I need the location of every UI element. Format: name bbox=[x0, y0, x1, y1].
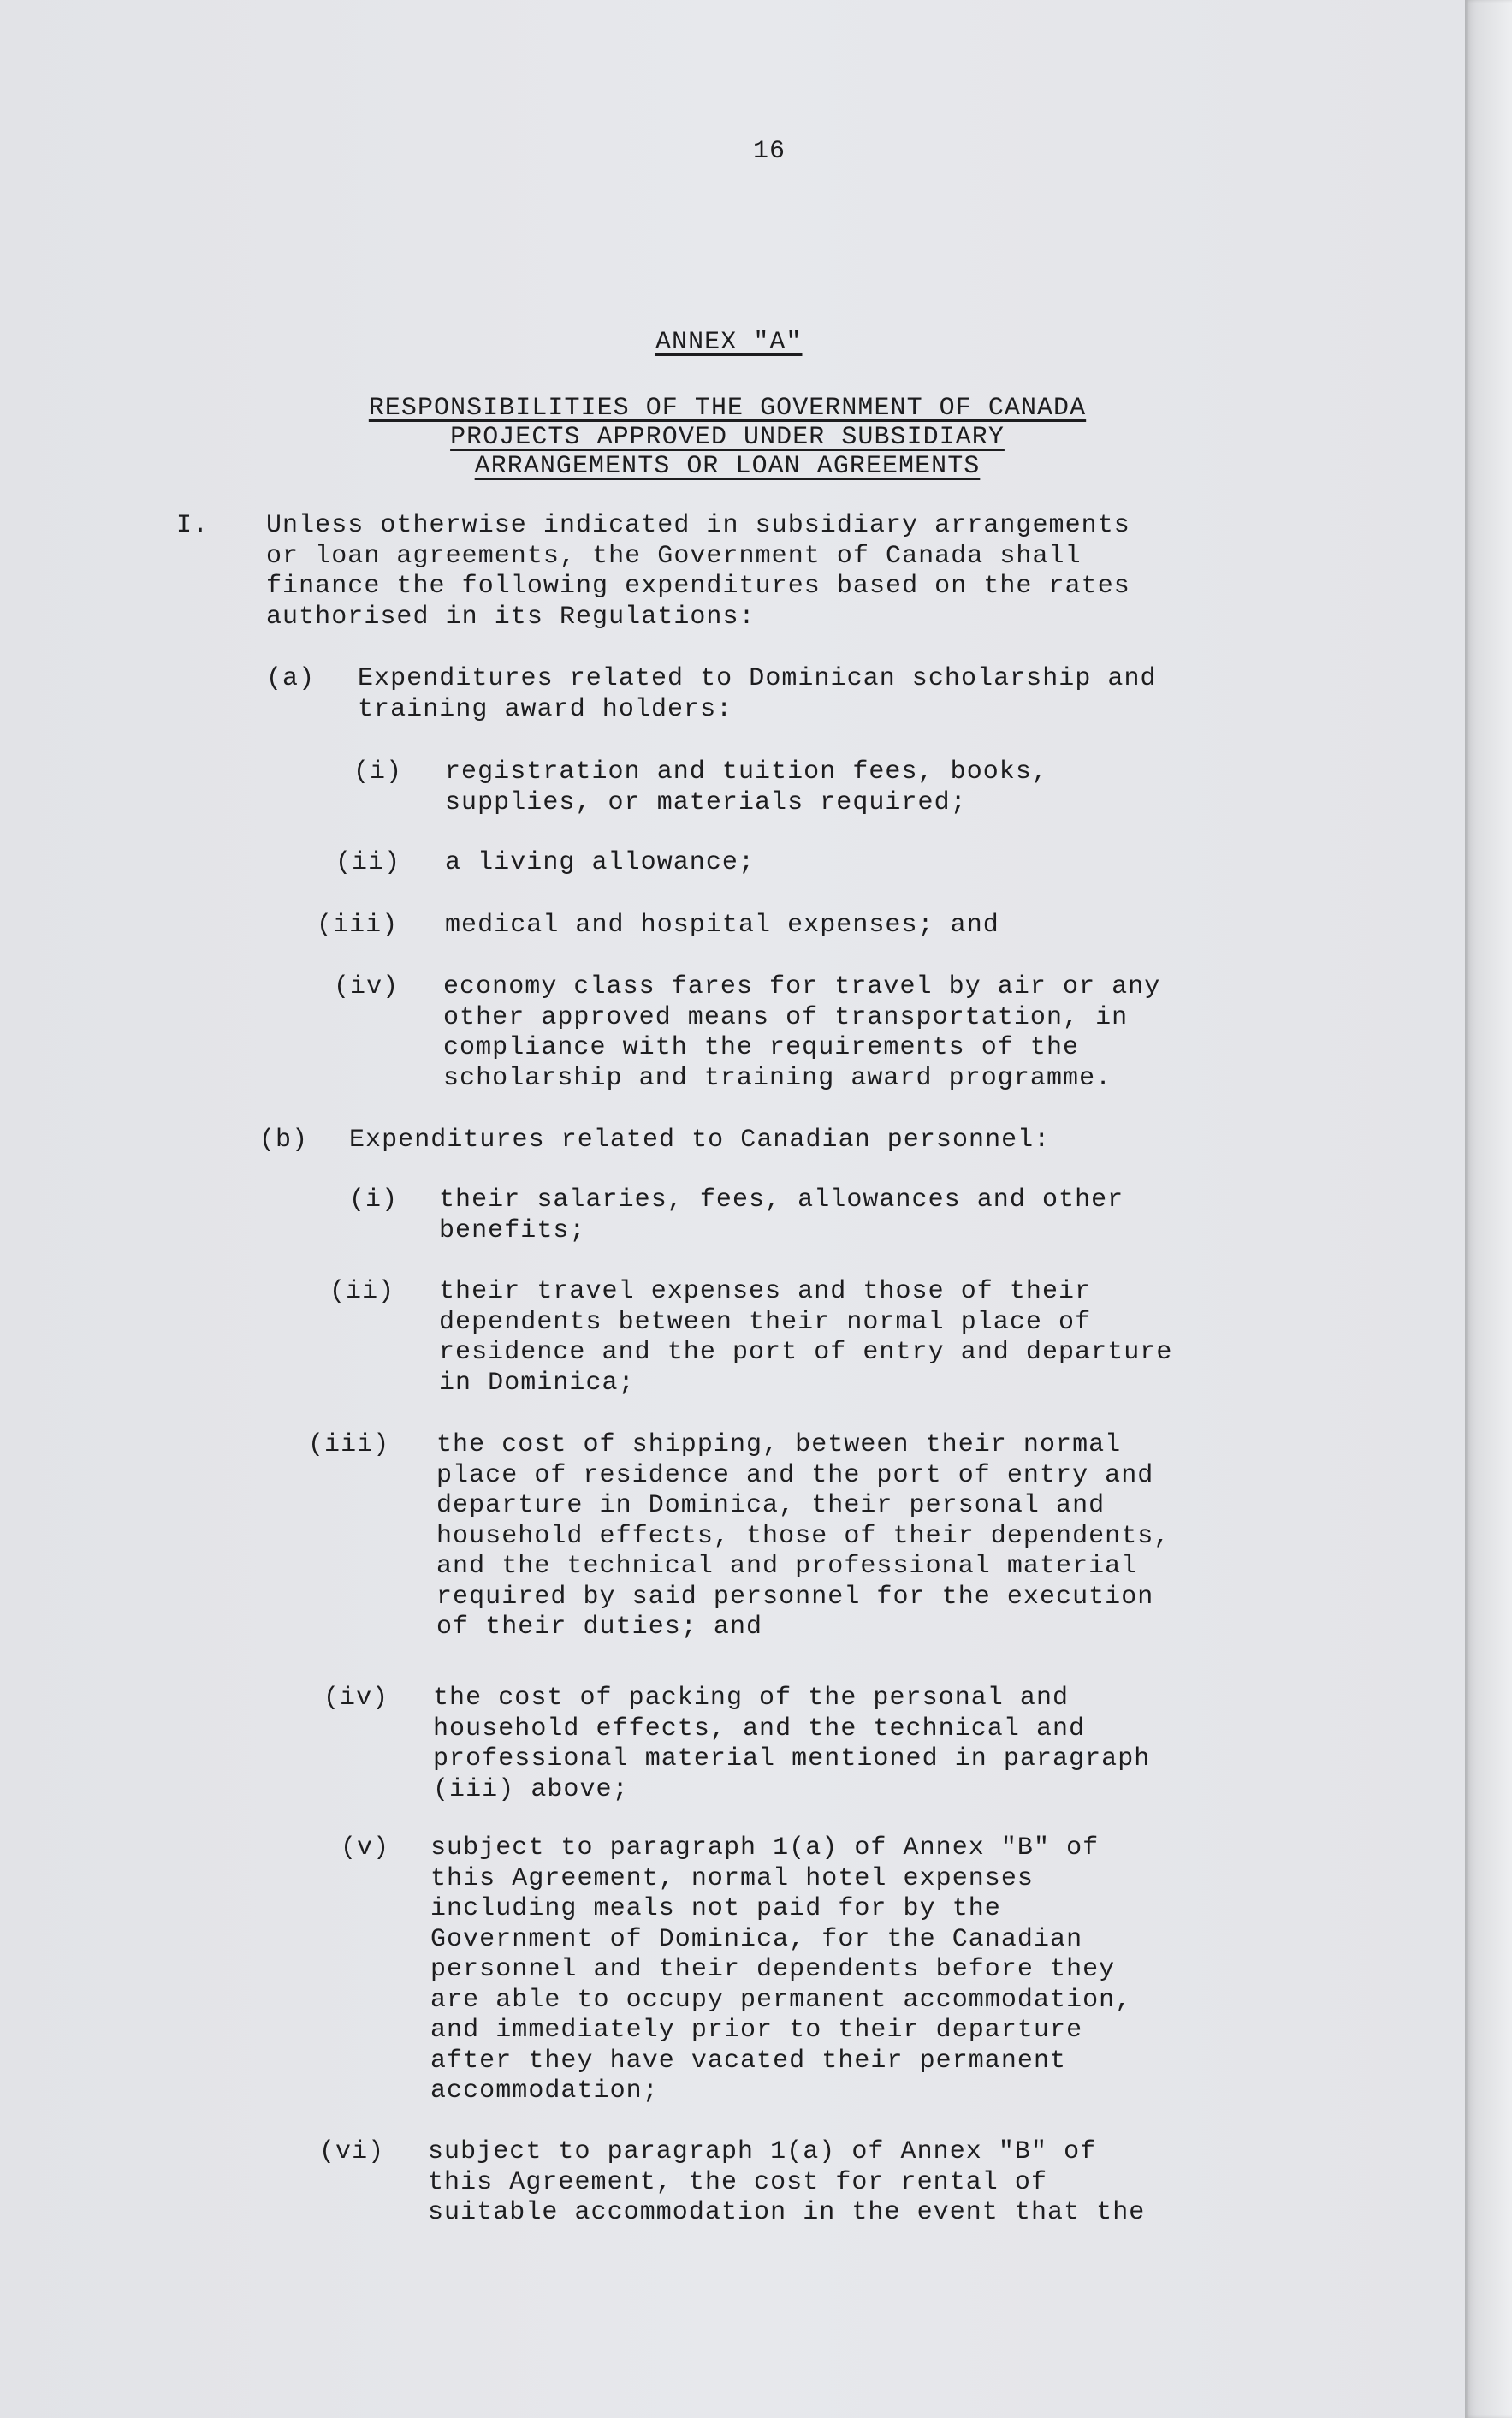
subitem-line: registration and tuition fees, books, bbox=[445, 757, 1048, 787]
item-b-ii-label: (ii) bbox=[329, 1277, 395, 1306]
subitem-line: residence and the port of entry and departure bbox=[439, 1338, 1173, 1367]
subitem-line: including meals not paid for by the bbox=[430, 1894, 1001, 1923]
item-b-i-label: (i) bbox=[349, 1185, 399, 1215]
heading-line-1: RESPONSIBILITIES OF THE GOVERNMENT OF CANADA bbox=[368, 394, 1087, 423]
subitem-line: after they have vacated their permanent bbox=[430, 2046, 1067, 2076]
subitem-line: this Agreement, normal hotel expenses bbox=[430, 1863, 1034, 1893]
subitem-line: subject to paragraph 1(a) of Annex "B" of bbox=[428, 2137, 1097, 2166]
item-a-text bbox=[358, 664, 1157, 725]
subitem-line: household effects, and the technical and bbox=[433, 1714, 1086, 1744]
subitem-line: and immediately prior to their departure bbox=[430, 2016, 1083, 2045]
subitem-line: subject to paragraph 1(a) of Annex "B" of bbox=[430, 1833, 1100, 1863]
item-a-iv-label: (iv) bbox=[334, 972, 400, 1001]
item-a-i-label: (i) bbox=[353, 757, 403, 787]
item-a-iv-text bbox=[443, 972, 1160, 1094]
subitem-line: this Agreement, the cost for rental of bbox=[428, 2167, 1048, 2197]
item-b-i-text bbox=[439, 1185, 1124, 1246]
item-b-iii-text bbox=[436, 1430, 1170, 1643]
section-line: authorised in its Regulations: bbox=[266, 602, 756, 632]
subitem-line: in Dominica; bbox=[439, 1368, 635, 1398]
item-a-iii-text bbox=[445, 911, 999, 942]
section-label: I. bbox=[176, 511, 210, 540]
subitem-line: of their duties; and bbox=[436, 1613, 763, 1642]
page-edge-shadow bbox=[1465, 0, 1512, 2418]
subitem-line: personnel and their dependents before they bbox=[430, 1955, 1116, 1984]
page-number: 16 bbox=[753, 137, 786, 166]
subitem-line: their travel expenses and those of their bbox=[439, 1277, 1092, 1306]
subitem-line: medical and hospital expenses; and bbox=[445, 911, 999, 940]
item-b-v-text bbox=[430, 1833, 1131, 2107]
item-a-line: Expenditures related to Dominican scholarship and bbox=[358, 664, 1157, 693]
item-b-iv-label: (iv) bbox=[323, 1684, 389, 1713]
item-b-v-label: (v) bbox=[341, 1833, 390, 1863]
item-b-vi-label: (vi) bbox=[319, 2137, 385, 2166]
subitem-line: compliance with the requirements of the bbox=[443, 1033, 1080, 1062]
subitem-line: departure in Dominica, their personal and bbox=[436, 1491, 1106, 1520]
item-b-ii-text bbox=[439, 1277, 1172, 1399]
subitem-line: economy class fares for travel by air or any bbox=[443, 972, 1161, 1001]
subitem-line: suitable accommodation in the event that the bbox=[428, 2198, 1146, 2227]
item-b-line: Expenditures related to Canadian personnel: bbox=[349, 1126, 1051, 1155]
subitem-line: required by said personnel for the execution bbox=[436, 1582, 1154, 1612]
item-b-iii-label: (iii) bbox=[308, 1430, 390, 1459]
item-a-ii-text bbox=[445, 848, 755, 879]
subitem-line: the cost of packing of the personal and bbox=[433, 1684, 1070, 1713]
subitem-line: supplies, or materials required; bbox=[445, 787, 967, 817]
subitem-line: place of residence and the port of entry and bbox=[436, 1460, 1154, 1490]
subitem-line: other approved means of transportation, in bbox=[443, 1002, 1129, 1032]
section-line: or loan agreements, the Government of Canada shall bbox=[266, 541, 1082, 571]
subitem-line: (iii) above; bbox=[433, 1774, 629, 1804]
item-b-vi-text bbox=[428, 2137, 1145, 2229]
subitem-line: household effects, those of their dependents, bbox=[436, 1521, 1171, 1551]
item-a-iii-label: (iii) bbox=[317, 911, 399, 940]
item-a-line: training award holders: bbox=[358, 694, 733, 724]
heading-line-3: ARRANGEMENTS OR LOAN AGREEMENTS bbox=[474, 452, 981, 481]
subitem-line: benefits; bbox=[439, 1215, 586, 1245]
item-a-ii-label: (ii) bbox=[335, 848, 401, 877]
subitem-line: scholarship and training award programme. bbox=[443, 1063, 1112, 1093]
heading-line-2: PROJECTS APPROVED UNDER SUBSIDIARY bbox=[450, 423, 1005, 452]
subitem-line: the cost of shipping, between their normal bbox=[436, 1430, 1122, 1459]
item-a-label: (a) bbox=[266, 664, 316, 693]
subitem-line: dependents between their normal place of bbox=[439, 1307, 1092, 1337]
annex-title: ANNEX "A" bbox=[655, 328, 803, 357]
section-line: finance the following expenditures based on the rates bbox=[266, 572, 1130, 601]
subitem-line: and the technical and professional material bbox=[436, 1552, 1138, 1581]
subitem-line: Government of Dominica, for the Canadian bbox=[430, 1924, 1083, 1954]
subitem-line: are able to occupy permanent accommodation, bbox=[430, 1985, 1132, 2015]
subitem-line: a living allowance; bbox=[445, 848, 756, 877]
subitem-line: their salaries, fees, allowances and other bbox=[439, 1185, 1124, 1215]
item-b-text bbox=[349, 1126, 1050, 1156]
section-line: Unless otherwise indicated in subsidiary arrangements bbox=[266, 511, 1130, 540]
section-paragraph bbox=[266, 511, 1130, 633]
subitem-line: professional material mentioned in paragraph bbox=[433, 1744, 1151, 1773]
subitem-line: accommodation; bbox=[430, 2076, 659, 2106]
item-b-label: (b) bbox=[259, 1126, 309, 1155]
item-b-iv-text bbox=[433, 1684, 1150, 1805]
item-a-i-text bbox=[445, 757, 1048, 818]
